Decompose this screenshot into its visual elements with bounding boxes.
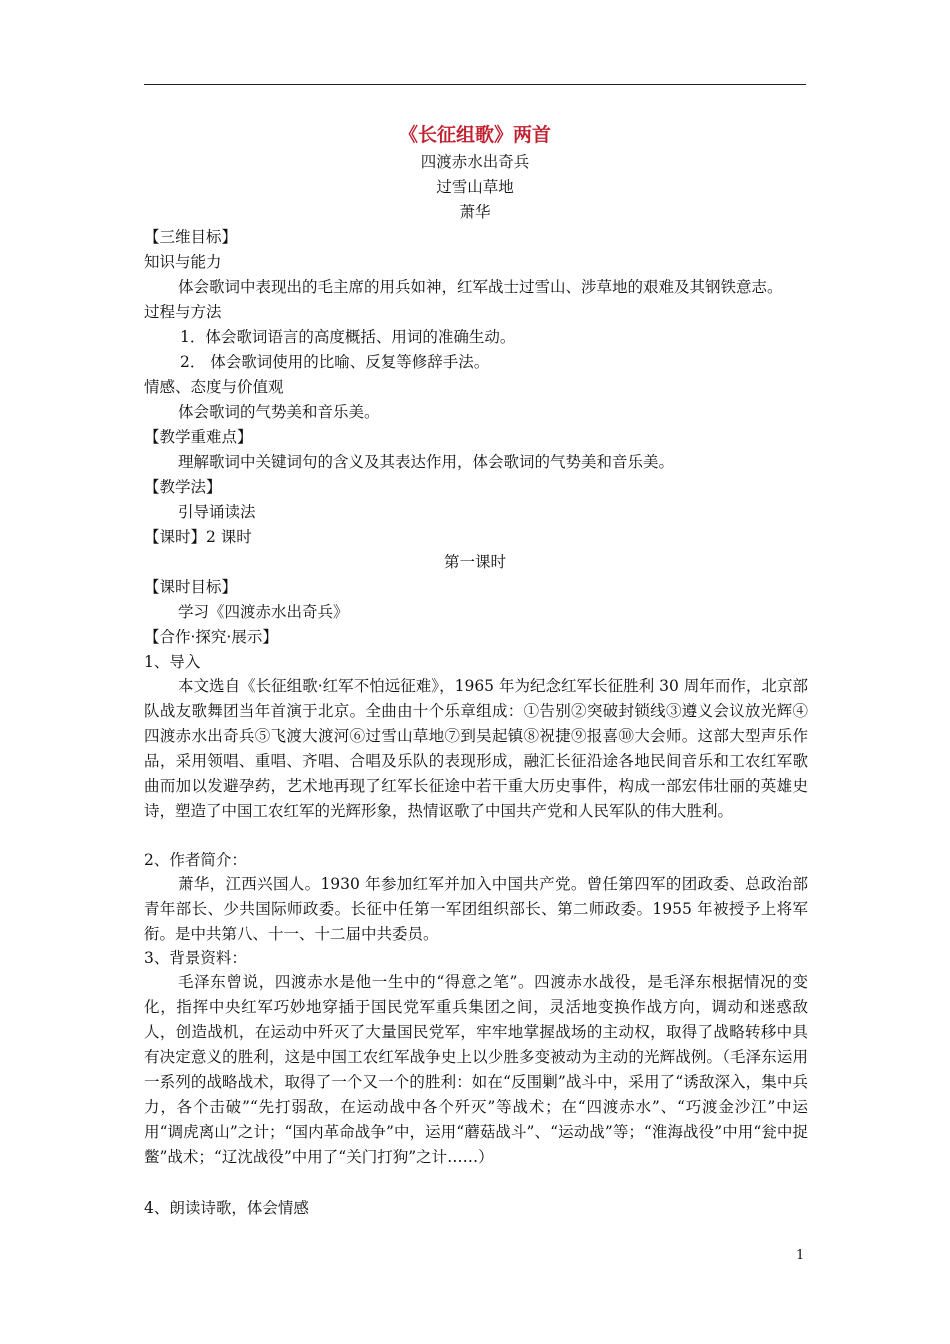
lesson-goal-text: 学习《四渡赤水出奇兵》 [178, 603, 349, 621]
header-rule [144, 84, 806, 85]
objectives-heading: 【三维目标】 [144, 228, 238, 246]
section-3-heading: 3、背景资料： [144, 949, 247, 967]
process-item-1: 1．体会歌词语言的高度概括、用词的准确生动。 [180, 328, 516, 346]
knowledge-heading: 知识与能力 [144, 253, 222, 271]
page-number: 1 [796, 1248, 805, 1263]
document-title: 《长征组歌》两首 [398, 124, 551, 146]
section-3-text: 毛泽东曾说，四渡赤水是他一生中的“得意之笔”。四渡赤水战役，是毛泽东根据情况的变化，指挥中央红军巧妙地穿插于国民党军重兵集团之间，灵活地变换作战方向，调动和迷惑敌人，创造战机，在运动中歼灭了大量国民党军，牢牢地掌握战场的主动权，取得了战略转移中具有决定意义的胜利，这是中国工农红军战争史上以少胜多变被动为主动的光辉战例。（毛泽东运用一系列的战略战术，取得了一个又一个的胜利：如在“反围剿”战斗中，采用了“诱敌深入，集中兵力，各个击破”“先打弱敌，在运动战中各个歼灭”等战术；在“四渡赤水”、“巧渡金沙江”中运用“调虎离山”之计；“国内革命战争”中，运用“蘑菇战斗”、“运动战”等；“淮海战役”中用“瓮中捉鳖”战术；“辽沈战役”中用了“关门打狗”之计……） [144, 973, 808, 1166]
section-1-text: 本文选自《长征组歌·红军不怕远征难》，1965 年为纪念红军长征胜利 30 周年而作，北京部队战友歌舞团当年首演于北京。全曲由十个乐章组成：①告别②突破封锁线③遵义会议放光辉④四渡赤水出奇兵⑤飞渡大渡河⑥过雪山草地⑦到吴起镇⑧祝捷⑨报喜⑩大会师。这部大型声乐作品，采用领唱、重唱、齐唱、合唱及乐队的表现形成，融汇长征沿途各地民间音乐和工农红军歌曲而加以发避孕药，艺术地再现了红军长征途中若干重大历史事件，构成一部宏伟壮丽的英雄史诗，塑造了中国工农红军的光辉形象，热情讴歌了中国共产党和人民军队的伟大胜利。 [144, 677, 808, 820]
section-4-heading: 4、朗读诗歌，体会情感 [144, 1199, 309, 1217]
process-item-2: 2． 体会歌词使用的比喻、反复等修辞手法。 [180, 353, 490, 371]
subtitle-poem-2: 过雪山草地 [436, 178, 514, 196]
section-2-heading: 2、作者简介： [144, 851, 247, 869]
cooperation-heading: 【合作·探究·展示】 [144, 628, 278, 646]
subtitle-poem-1: 四渡赤水出奇兵 [420, 153, 530, 171]
process-heading: 过程与方法 [144, 303, 222, 321]
emotion-heading: 情感、态度与价值观 [144, 378, 284, 396]
lesson-title: 第一课时 [443, 553, 506, 571]
knowledge-text: 体会歌词中表现出的毛主席的用兵如神，红军战士过雪山、涉草地的艰难及其钢铁意志。 [178, 278, 783, 296]
method-heading: 【教学法】 [144, 478, 222, 496]
method-text: 引导诵读法 [178, 503, 256, 521]
section-2-text: 萧华，江西兴国人。1930 年参加红军并加入中国共产党。曾任第四军的团政委、总政治部青年部长、少共国际师政委。长征中任第一军团组织部长、第二师政委。1955 年被授予上将军衔。是中共第八、十一、十二届中共委员。 [144, 875, 808, 943]
lesson-goal-heading: 【课时目标】 [144, 578, 238, 596]
key-points-text: 理解歌词中关键词句的含义及其表达作用，体会歌词的气势美和音乐美。 [178, 453, 675, 471]
section-1-heading: 1、导入 [144, 653, 201, 671]
hours-text: 【课时】2 课时 [144, 528, 252, 546]
emotion-text: 体会歌词的气势美和音乐美。 [178, 403, 380, 421]
author-name: 萧华 [459, 203, 491, 221]
key-points-heading: 【教学重难点】 [144, 428, 253, 446]
